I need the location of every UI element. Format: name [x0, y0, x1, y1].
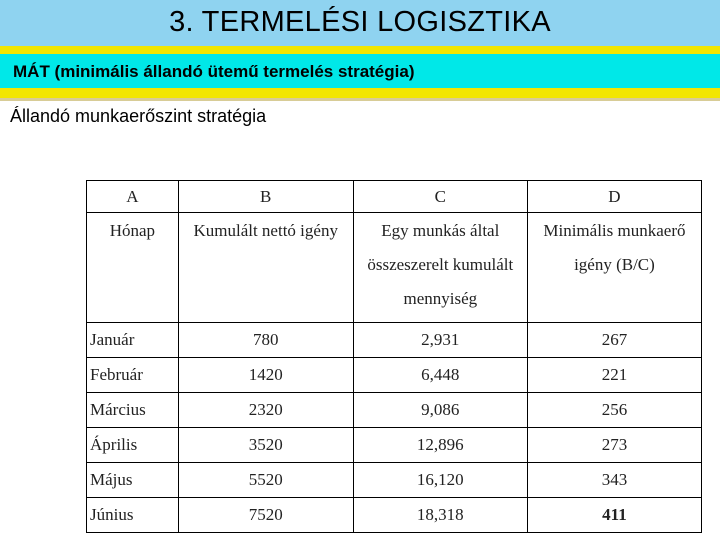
cell-cum-net-demand: 780 [178, 323, 353, 358]
column-letter-a: A [87, 181, 179, 213]
table-row [87, 463, 702, 498]
workforce-table [86, 180, 702, 533]
cell-cum-net-demand: 2320 [178, 393, 353, 428]
cell-month: Április [87, 428, 179, 463]
cell-min-workforce: 267 [527, 323, 701, 358]
column-letter-c: C [353, 181, 527, 213]
cell-month: Január [87, 323, 179, 358]
table-row [87, 393, 702, 428]
cell-min-workforce: 343 [527, 463, 701, 498]
header-min-workforce-line-2: igény (B/C) [574, 255, 655, 274]
slide-subtitle: MÁT (minimális állandó ütemű termelés stratégia) [13, 62, 415, 81]
cell-month: Május [87, 463, 179, 498]
cell-min-workforce: 221 [527, 358, 701, 393]
table-row [87, 358, 702, 393]
header-per-worker-line-1: Egy munkás által [381, 221, 500, 240]
cell-min-workforce: 256 [527, 393, 701, 428]
header-per-worker-line-2: összeszerelt kumulált [367, 255, 514, 274]
header-month [87, 213, 179, 323]
cell-cum-net-demand: 3520 [178, 428, 353, 463]
cell-cum-net-demand: 7520 [178, 498, 353, 533]
column-letter-row [87, 181, 702, 213]
header-cumulative-demand-line: Kumulált nettó igény [193, 221, 338, 240]
header-per-worker [353, 213, 527, 323]
cell-cum-per-worker: 12,896 [353, 428, 527, 463]
slide-title: 3. TERMELÉSI LOGISZTIKA [169, 6, 551, 38]
tan-divider [0, 98, 720, 101]
header-month-line: Hónap [109, 221, 156, 240]
header-min-workforce-line-1: Minimális munkaerő [543, 221, 686, 240]
column-letter-b: B [178, 181, 353, 213]
cell-cum-per-worker: 18,318 [353, 498, 527, 533]
header-min-workforce [527, 213, 701, 323]
cell-month: Február [87, 358, 179, 393]
cell-month: Március [87, 393, 179, 428]
yellow-stripe-top [0, 46, 720, 54]
cell-cum-per-worker: 16,120 [353, 463, 527, 498]
cell-min-workforce: 411 [527, 498, 701, 533]
cell-cum-per-worker: 9,086 [353, 393, 527, 428]
table-row [87, 323, 702, 358]
cell-min-workforce: 273 [527, 428, 701, 463]
column-letter-d: D [527, 181, 701, 213]
table-row [87, 498, 702, 533]
header-per-worker-line-3: mennyiség [403, 289, 478, 308]
cell-cum-per-worker: 6,448 [353, 358, 527, 393]
section-label: Állandó munkaerőszint stratégia [10, 106, 267, 126]
cell-cum-net-demand: 1420 [178, 358, 353, 393]
column-header-row [87, 213, 702, 323]
cell-cum-per-worker: 2,931 [353, 323, 527, 358]
table-row [87, 428, 702, 463]
yellow-stripe-bottom [0, 88, 720, 98]
header-cumulative-demand [178, 213, 353, 323]
cell-month: Június [87, 498, 179, 533]
cell-cum-net-demand: 5520 [178, 463, 353, 498]
